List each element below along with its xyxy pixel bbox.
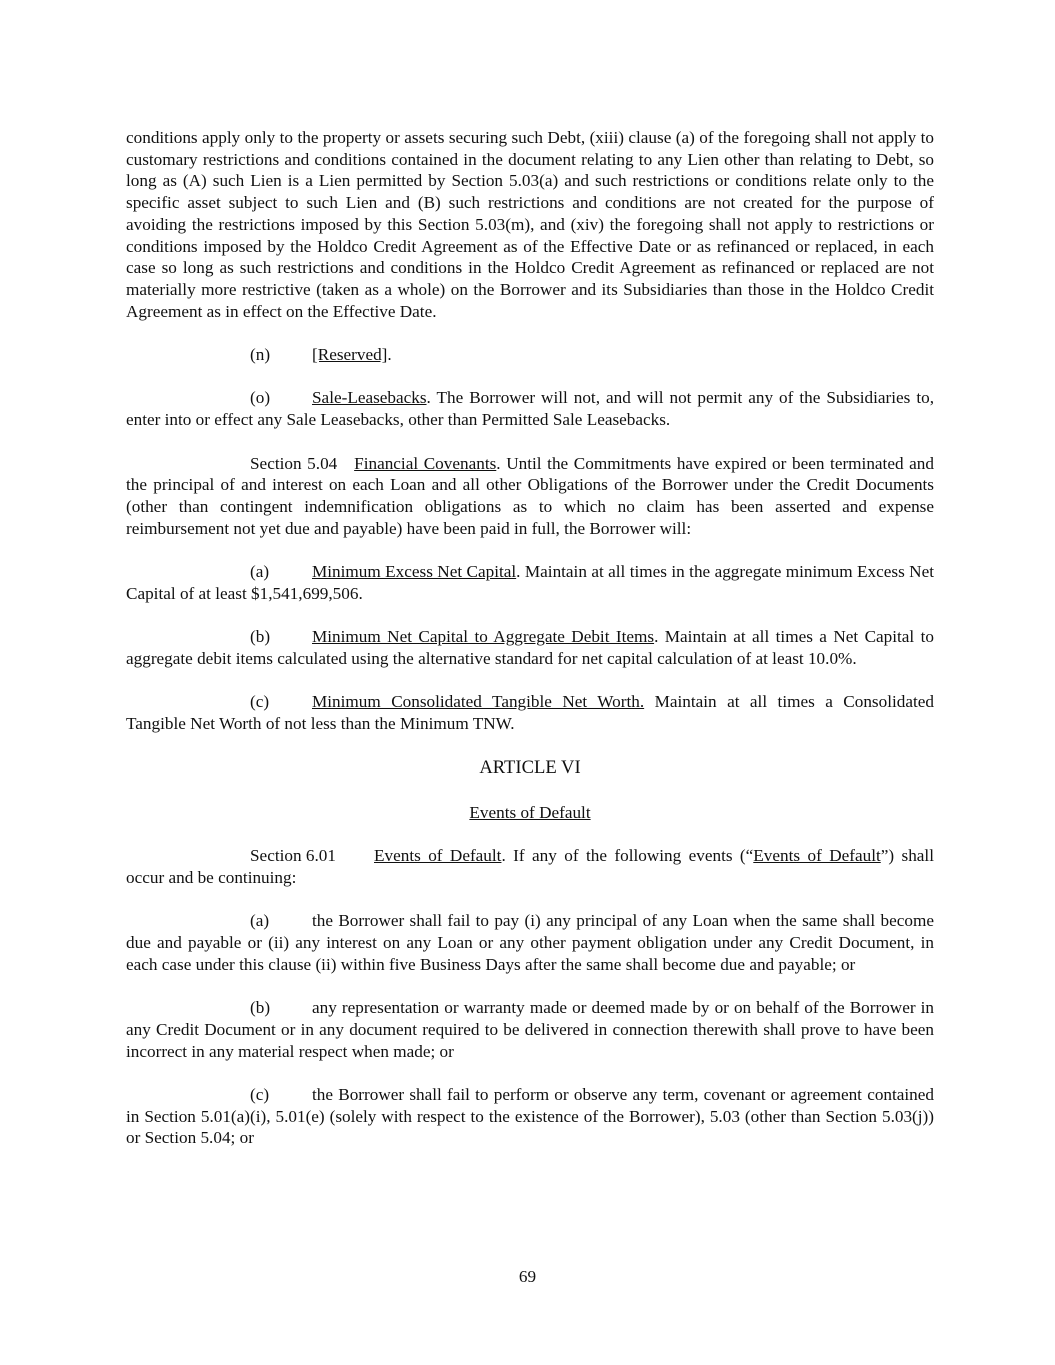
covenant-a-label: (a) [250, 562, 270, 581]
section-5-04 [126, 453, 934, 540]
default-a-label: (a) [250, 911, 270, 931]
section-5-04-number: Section 5.04 [250, 453, 338, 473]
default-b [126, 997, 934, 1062]
default-a-text: the Borrower shall fail to pay (i) any principal of any Loan when the same shall become due and payable or (ii) any interest on any Loan or any other payment obligation under any Credit Document, in each case under this clause (ii) within five Business Days after the same shall become due and payable; or [126, 911, 934, 974]
document-page [126, 127, 934, 1149]
section-5-04-text: . Until the Commitments have expired or been terminated and the principal of and interest on each Loan and all other Obligations of the Borrower under the Credit Documents (other than contingent indemnification obligations as to which no claim has been asserted and expense reimbursement not yet due and payable) have been paid in full, the Borrower will: [126, 453, 934, 538]
section-6-01-text-after: ”) shall occur and be continuing: [126, 846, 934, 888]
default-b-label: (b) [250, 998, 271, 1018]
default-c-text: the Borrower shall fail to perform or observe any term, covenant or agreement contained in Section 5.01(a)(i), 5.01(e) (solely with respect to the existence of the Borrower), 5.03 (other than Section 5.03(j)) or Section 5.04; or [126, 1085, 934, 1148]
clause-n [126, 344, 934, 366]
covenant-c-title: Minimum Consolidated Tangible Net Worth. [312, 692, 645, 712]
intro-paragraph: conditions apply only to the property or assets securing such Debt, (xiii) clause (a) of the foregoing shall not apply to customary restrictions and conditions contained in the document relating to any Lien other than relating to Debt, so long as (A) such Lien is a Lien permitted by Section 5.03(a) and such restrictions or conditions relate only to the specific asset subject to such Lien and (B) such restrictions and conditions are not created for the purpose of avoiding the restrictions imposed by this Section 5.03(m), and (xiv) the foregoing shall not apply to restrictions or conditions imposed by the Holdco Credit Agreement as of the Effective Date or as refinanced or replaced, in each case so long as such restrictions and conditions in the Holdco Credit Agreement as refinanced or replaced are not materially more restrictive (taken as a whole) on the Borrower and its Subsidiaries than those in the Holdco Credit Agreement as in effect on the Effective Date. [126, 128, 934, 321]
page-number: 69 [518, 1267, 537, 1286]
covenant-c [126, 691, 934, 734]
default-c [126, 1084, 934, 1149]
covenant-b [126, 626, 934, 669]
covenant-c-label: (c) [250, 692, 270, 712]
clause-n-trail: . [387, 345, 392, 365]
section-6-01-text-before: . If any of the following events (“ [501, 846, 754, 866]
clause-o-title: Sale-Leasebacks [312, 388, 427, 408]
clause-n-label: (n) [250, 345, 271, 365]
clause-o-text: . The Borrower will not, and will not permit any of the Subsidiaries to, enter into or effect any Sale Leasebacks, other than Permitted Sale Leasebacks. [126, 388, 934, 430]
article-subheading [126, 802, 934, 824]
section-6-01-defined-term: Events of Default [753, 846, 881, 866]
clause-o [126, 387, 934, 430]
covenant-a-text: . Maintain at all times in the aggregate minimum Excess Net Capital of at least $1,541,699,506. [126, 562, 934, 603]
clause-o-label: (o) [250, 388, 271, 408]
section-6-01-title: Events of Default [374, 846, 502, 866]
covenant-b-title: Minimum Net Capital to Aggregate Debit Items [312, 627, 655, 647]
section-6-01 [126, 845, 934, 888]
covenant-b-label: (b) [250, 627, 271, 647]
article-heading: ARTICLE VI [479, 757, 581, 779]
default-a [126, 910, 934, 975]
covenant-a [126, 561, 934, 604]
covenant-a-title: Minimum Excess Net Capital [312, 562, 517, 581]
covenant-c-text: Maintain at all times a Consolidated Tangible Net Worth of not less than the Minimum TNW. [126, 692, 934, 733]
article-subheading-text: Events of Default [469, 802, 591, 822]
clause-n-title: [Reserved] [312, 345, 388, 365]
section-6-01-number: Section 6.01 [250, 846, 336, 866]
default-c-label: (c) [250, 1085, 270, 1105]
section-5-04-title: Financial Covenants [354, 453, 497, 473]
default-b-text: any representation or warranty made or deemed made by or on behalf of the Borrower in any Credit Document or in any document required to be delivered in connection therewith shall prove to have been incorrect in any material respect when made; or [126, 998, 934, 1061]
covenant-b-text: . Maintain at all times a Net Capital to aggregate debit items calculated using the alternative standard for net capital calculation of at least 10.0%. [126, 627, 934, 668]
